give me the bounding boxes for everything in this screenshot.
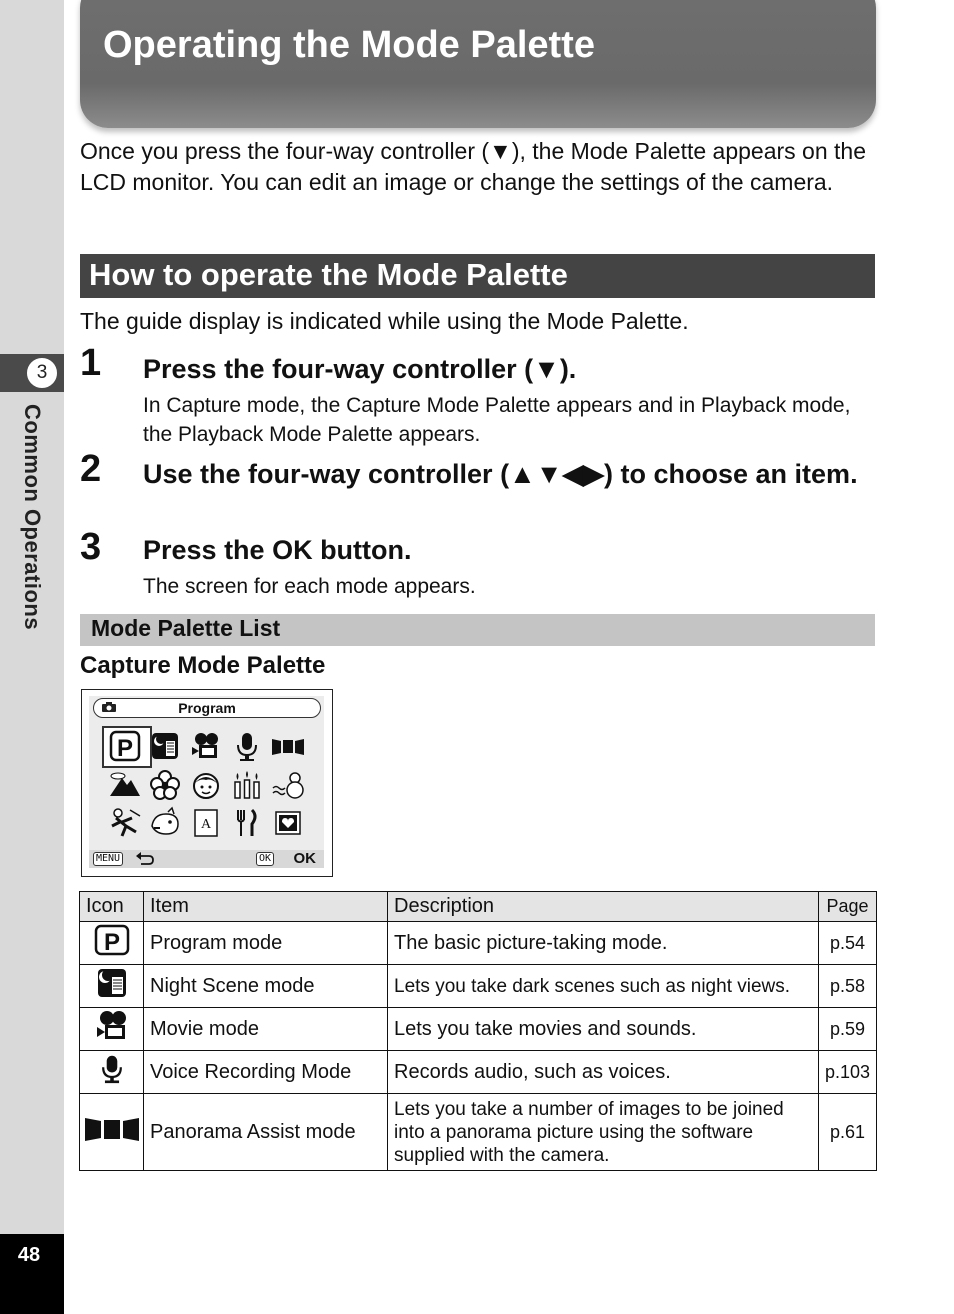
snow-icon[interactable]	[271, 768, 305, 802]
icon-cell	[80, 1094, 144, 1171]
program-icon[interactable]	[108, 729, 142, 763]
table-row	[80, 1094, 877, 1171]
icon-cell	[80, 1008, 144, 1051]
item-cell: Night Scene mode	[144, 965, 388, 1008]
step-3-number: 3	[80, 526, 102, 568]
ok-key[interactable]: OK	[256, 852, 274, 866]
svg-text:P: P	[116, 735, 134, 762]
table-row	[80, 922, 877, 965]
item-cell: Voice Recording Mode	[144, 1051, 388, 1094]
step-1-number: 1	[80, 342, 102, 384]
lcd-footer	[89, 850, 324, 868]
frame-composite-icon[interactable]	[271, 806, 305, 840]
item-cell: Panorama Assist mode	[144, 1094, 388, 1171]
menu-key[interactable]: MENU	[93, 852, 123, 866]
table-header-row	[80, 892, 877, 922]
description-cell: Lets you take dark scenes such as night views.	[388, 965, 819, 1008]
step-3-title: Press the OK button.	[143, 535, 412, 565]
description-cell: The basic picture-taking mode.	[388, 922, 819, 965]
header-icon: Icon	[80, 892, 144, 922]
night-scene-icon	[95, 967, 129, 999]
guide-text: The guide display is indicated while using the Mode Palette.	[80, 308, 689, 334]
night-scene-icon[interactable]	[148, 729, 182, 763]
lcd-screen	[81, 689, 333, 877]
movie-icon[interactable]	[189, 729, 223, 763]
program-icon	[94, 924, 130, 956]
mode-table	[79, 891, 877, 1171]
step-2-title: Use the four-way controller (▲▼◀▶) to choose an item.	[143, 459, 858, 489]
svg-text:P: P	[103, 929, 120, 956]
text-icon[interactable]	[189, 806, 223, 840]
ok-label: OK	[293, 850, 316, 867]
capture-palette-heading: Capture Mode Palette	[80, 652, 326, 679]
flower-icon[interactable]	[148, 768, 182, 802]
return-arrow-icon	[135, 852, 155, 866]
step-1-title: Press the four-way controller (▼).	[143, 354, 577, 384]
sport-icon[interactable]	[108, 806, 142, 840]
landscape-icon[interactable]	[108, 768, 142, 802]
portrait-icon[interactable]	[189, 768, 223, 802]
page-cell[interactable]: p.54	[819, 922, 877, 965]
chapter-number: 3	[25, 356, 59, 390]
mode-label: Program	[178, 700, 236, 716]
icon-cell	[80, 922, 144, 965]
panorama-icon	[84, 1114, 140, 1144]
table-row	[80, 1051, 877, 1094]
page-number: 48	[17, 1244, 41, 1266]
page-cell[interactable]: p.61	[819, 1094, 877, 1171]
intro-paragraph: Once you press the four-way controller (▼), the Mode Palette appears on the LCD monitor. You can edit an image or change the settings of the camera.	[80, 138, 866, 195]
step-1-description: In Capture mode, the Capture Mode Palette appears and in Playback mode, the Playback Mode Palette appears.	[143, 394, 851, 446]
voice-recording-icon	[97, 1052, 127, 1086]
lcd-inner	[89, 696, 324, 868]
description-cell: Records audio, such as voices.	[388, 1051, 819, 1094]
table-row	[80, 965, 877, 1008]
item-cell: Program mode	[144, 922, 388, 965]
header-item: Item	[144, 892, 388, 922]
header-page: Page	[819, 892, 877, 922]
pet-icon[interactable]	[148, 806, 182, 840]
item-cell: Movie mode	[144, 1008, 388, 1051]
step-3-description: The screen for each mode appears.	[143, 575, 476, 598]
page-cell[interactable]: p.59	[819, 1008, 877, 1051]
description-cell: Lets you take a number of images to be joined into a panorama picture using the software supplied with the camera.	[388, 1094, 819, 1171]
icon-cell	[80, 965, 144, 1008]
chapter-label: Common Operations	[20, 404, 45, 631]
table-row	[80, 1008, 877, 1051]
page-cell[interactable]: p.58	[819, 965, 877, 1008]
movie-icon	[94, 1009, 130, 1043]
food-icon[interactable]	[230, 806, 264, 840]
step-2-number: 2	[80, 448, 102, 490]
header-description: Description	[388, 892, 819, 922]
section-title: How to operate the Mode Palette	[89, 257, 568, 292]
mode-label-pill	[93, 698, 321, 718]
voice-recording-icon[interactable]	[230, 729, 264, 763]
candlelight-icon[interactable]	[230, 768, 264, 802]
panorama-icon[interactable]	[271, 729, 305, 763]
page-title: Operating the Mode Palette	[103, 24, 595, 66]
icon-cell	[80, 1051, 144, 1094]
svg-text:A: A	[200, 817, 212, 832]
page-cell[interactable]: p.103	[819, 1051, 877, 1094]
subsection-title: Mode Palette List	[91, 615, 281, 641]
description-cell: Lets you take movies and sounds.	[388, 1008, 819, 1051]
